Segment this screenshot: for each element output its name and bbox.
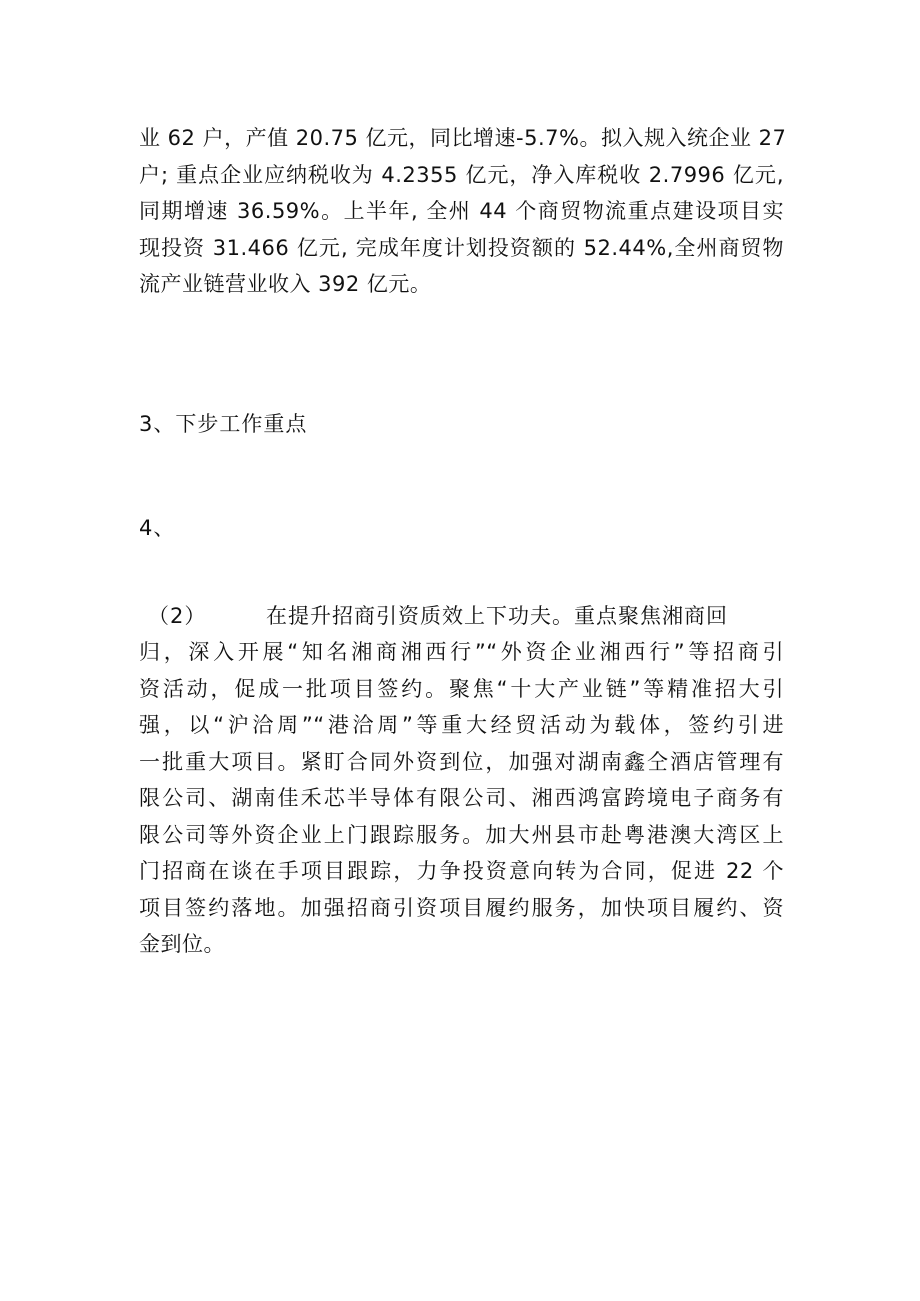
paragraph-line: 强，以“沪洽周”“港洽周”等重大经贸活动为载体，签约引进	[139, 713, 784, 737]
paragraph-line: 项目签约落地。加强招商引资项目履约服务，加快项目履约、资	[139, 895, 784, 920]
paragraph-line: 一批重大项目。紧盯合同外资到位，加强对湖南鑫仝酒店管理有	[139, 749, 784, 774]
paragraph-line: 资活动，促成一批项目签约。聚焦“十大产业链”等精准招大引	[139, 676, 784, 701]
paragraph-line: 门招商在谈在手项目跟踪，力争投资意向转为合同，促进 22 个	[139, 859, 784, 883]
paragraph-line: 限公司、湖南佳禾芯半导体有限公司、湘西鸿富跨境电子商务有	[139, 786, 784, 810]
item-label: （2）	[148, 604, 207, 628]
paragraph-line: 限公司等外资企业上门跟踪服务。加大州县市赴粤港澳大湾区上	[139, 822, 784, 847]
paragraph-line: 户; 重点企业应纳税收为 4.2355 亿元，净入库税收 2.7996 亿元,	[139, 162, 784, 187]
paragraph-first-line	[148, 598, 784, 635]
paragraph-investment-work	[148, 598, 784, 635]
paragraph-line: 同期增速 36.59%。上半年, 全州 44 个商贸物流重点建设项目实	[139, 199, 784, 223]
paragraph-line: 业 62 户，产值 20.75 亿元，同比增速-5.7%。拟入规入统企业 27	[139, 126, 787, 150]
paragraph-line: 归，深入开展“知名湘商湘西行”“外资企业湘西行”等招商引	[139, 640, 784, 664]
paragraph-investment-work-body	[139, 634, 784, 963]
paragraph-line: 金到位。	[139, 932, 225, 956]
paragraph-first-line-text: 在提升招商引资质效上下功夫。重点聚焦湘商回	[266, 604, 728, 628]
paragraph-investment-stats	[139, 120, 787, 303]
section-heading-3: 3、下步工作重点	[139, 412, 308, 436]
paragraph-line: 流产业链营业收入 392 亿元。	[139, 272, 432, 296]
paragraph-line: 现投资 31.466 亿元, 完成年度计划投资额的 52.44%,全州商贸物	[139, 235, 784, 260]
section-heading-4: 4、	[139, 516, 176, 540]
